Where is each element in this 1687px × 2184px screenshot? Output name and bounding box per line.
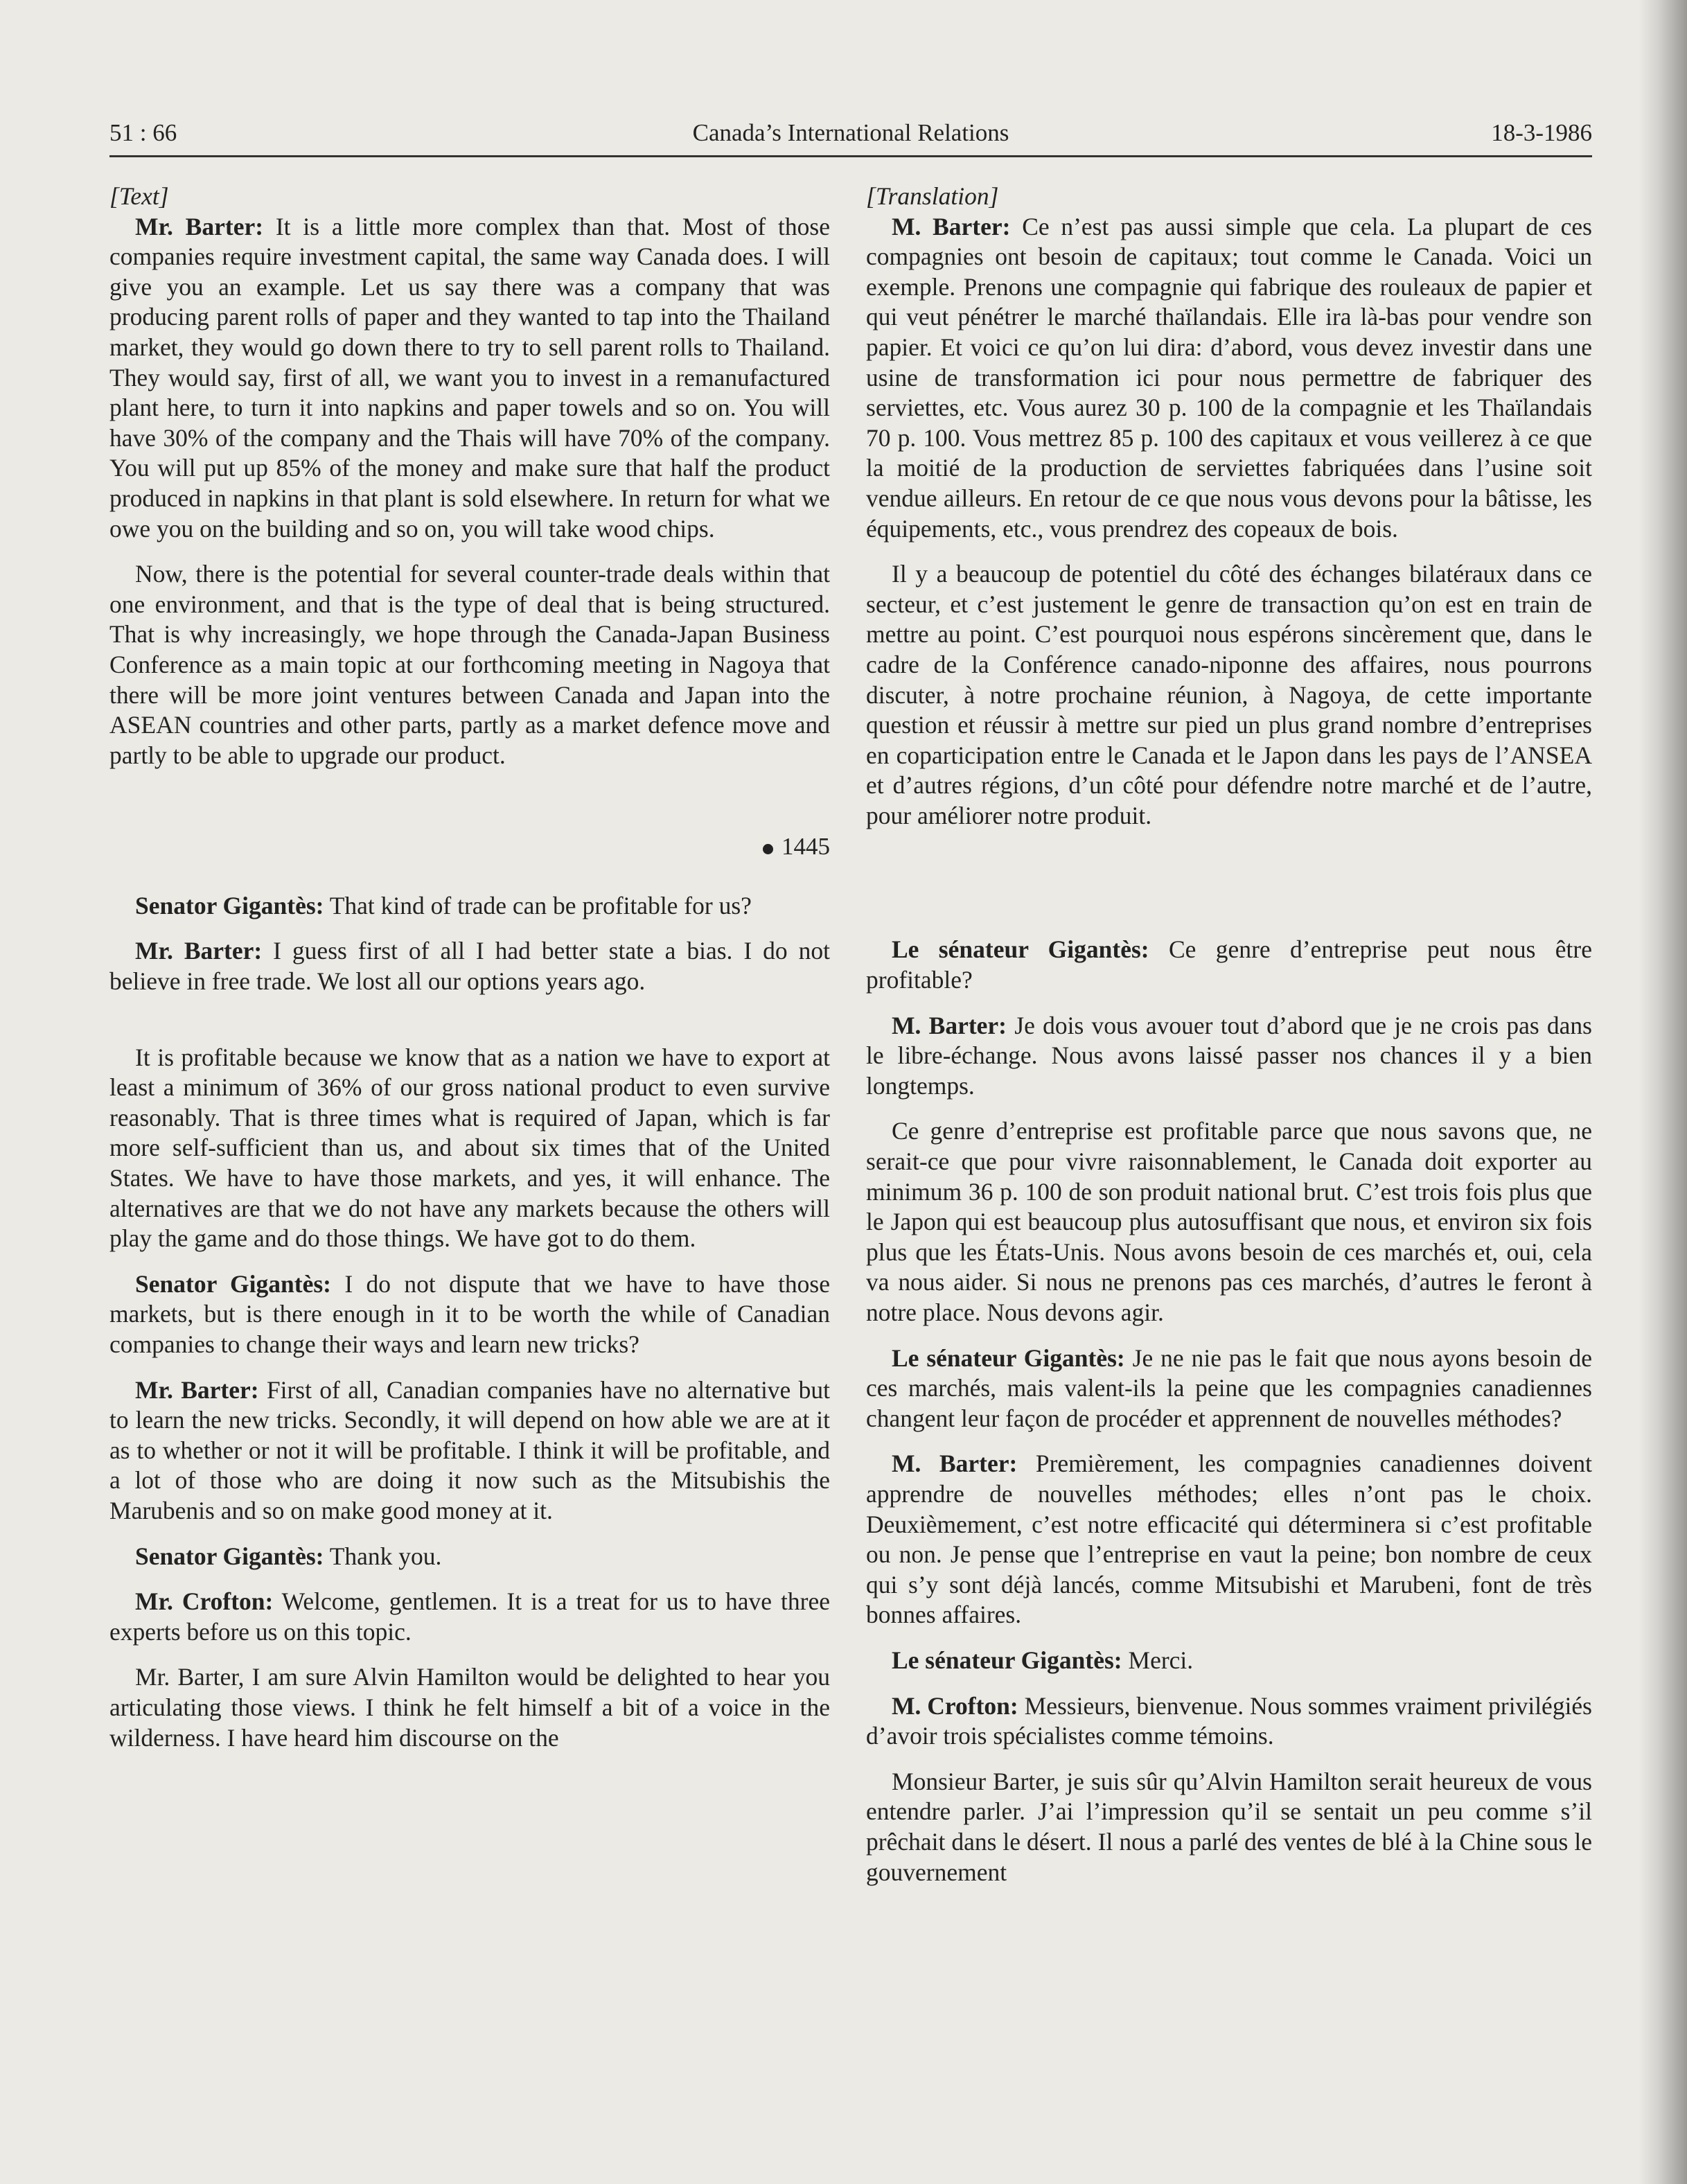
paragraph-text: Premièrement, les compagnies canadiennes doivent apprendre de nouvelles méthodes; elles n’ont pas le choix. Deuxièmement, c’est notre efficacité qui déterminera si c’est profitable ou non. Je pense que l’entreprise en vaut la peine; bon nombre de ceux qui s’y sont déjà lancés, comme Mitsubishi et Marubeni, font de très bonnes affaires. (866, 1450, 1592, 1629)
paragraph-text: Ce genre d’entreprise peut nous être profitable? (866, 935, 1592, 994)
paragraph (109, 1375, 830, 1526)
speaker-name: Le sénateur Gigantès: (892, 1344, 1125, 1372)
header-rule (109, 155, 1592, 157)
paragraph: Mr. Barter, I am sure Alvin Hamilton would be delighted to hear you articulating those views. I think he felt himself a bit of a voice in the wilderness. I have heard him discourse on the (109, 1663, 830, 1752)
speaker-name: M. Crofton: (892, 1691, 1018, 1720)
text-tag: [Text] (109, 182, 169, 210)
paragraph: It is profitable because we know that as a nation we have to export at least a minimum of 36% of our gross national product to even survive reasonably. That is three times what is required of Japan, which is far more self-sufficient than us, and about six times that of the United States. We have to have those markets, and yes, it will enhance. The alternatives are that we do not have any markets because the others will play the game and do those things. We have got to do them. (109, 1043, 830, 1253)
translation-tag-label: Translation (875, 182, 989, 210)
paragraph-text: Ce n’est pas aussi simple que cela. La plupart de ces compagnies ont besoin de capitaux; tout comme le Canada. Voici un exemple. Prenons une compagnie qui fabrique des rouleaux de papier et qui veut pénétrer le marché thaïlandais. Elle ira là-bas pour vendre son papier. Et voici ce qu’on lui dira: d’abord, vous devez investir dans une usine de transformation ici pour nous permettre de fabriquer des serviettes, etc. Vous aurez 30 p. 100 de la compagnie et les Thaïlandais 70 p. 100. Vous mettrez 85 p. 100 des capitaux et vous veillerez à ce que la moitié de la production de serviettes fabriquées dans l’usine soit vendue ailleurs. En retour de ce que nous vous devons pour la bâtisse, les équipements, etc., vous prendrez des copeaux de bois. (866, 212, 1592, 543)
speaker-name: Mr. Crofton: (135, 1587, 274, 1616)
paragraph (109, 1587, 830, 1647)
paragraph (109, 891, 830, 922)
paragraph-text: I guess first of all I had better state a bias. I do not believe in free trade. We lost all our options years ago. (109, 937, 830, 996)
speaker-name: Senator Gigantès: (135, 891, 324, 919)
paragraph-text: Merci. (1128, 1646, 1194, 1674)
speaker-name: Mr. Barter: (135, 937, 263, 965)
paragraph-text: Je dois vous avouer tout d’abord que je ne crois pas dans le libre-échange. Nous avons laissé passer nos chances il y a bien longtemps. (866, 1011, 1592, 1100)
speaker-name: Mr. Barter: (135, 1375, 259, 1404)
page-title: Canada’s International Relations (692, 119, 1009, 146)
paragraph-text: First of all, Canadian companies have no alternative but to learn the new tricks. Secondly, it will depend on how able we are at it as to whether or not it will be profitable. I think it will be profitable, and a lot of those who are doing it now such as the Mitsubishis the Marubenis and so on make good money at it. (109, 1375, 830, 1524)
paragraph-text: I do not dispute that we have to have those markets, but is there enough in it to be worth the while of Canadian companies to change their ways and learn new tricks? (109, 1269, 830, 1358)
paragraph: Monsieur Barter, je suis sûr qu’Alvin Hamilton serait heureux de vous entendre parler. J’ai l’impression qu’il se sentait un peu comme s’il prêchait dans le désert. Il nous a parlé des ventes de blé à la Chine sous le gouvernement (866, 1767, 1592, 1886)
paragraph: Now, there is the potential for several counter-trade deals within that one environment, and that is the type of deal that is being structured. That is why increasingly, we hope through the Canada-Japan Business Conference as a main topic at our forthcoming meeting in Nagoya that there will be more joint ventures between Canada and Japan into the ASEAN countries and other parts, partly as a market defence move and partly to be able to upgrade our product. (109, 560, 830, 769)
page-header (109, 119, 1592, 161)
french-column (866, 182, 1592, 1903)
time-marker (109, 831, 830, 862)
paragraph (866, 1691, 1592, 1752)
paragraph (109, 212, 830, 545)
speaker-name: M. Barter: (892, 1011, 1007, 1039)
english-column (109, 182, 830, 1768)
time-marker-label: 1445 (781, 833, 830, 861)
paragraph-text: That kind of trade can be profitable for us? (329, 891, 752, 919)
speaker-name: M. Barter: (892, 212, 1011, 240)
page-number: 51 : 66 (109, 119, 177, 146)
translation-tag: [Translation] (866, 182, 999, 210)
speaker-name: Senator Gigantès: (135, 1269, 331, 1298)
paragraph (866, 212, 1592, 545)
paragraph-text: Messieurs, bienvenue. Nous sommes vraiment privilégiés d’avoir trois spécialistes comme témoins. (866, 1691, 1593, 1750)
paragraph (866, 1449, 1592, 1630)
paragraph (109, 1269, 830, 1360)
paragraph (866, 1344, 1592, 1434)
paragraph: Il y a beaucoup de potentiel du côté des échanges bilatéraux dans ce secteur, et c’est justement le genre de transaction qu’on est en train de mettre au point. C’est pourquoi nous espérons sincèrement que, dans le cadre de la Conférence canado-niponne des affaires, nous pourrons discuter, à notre prochaine réunion, à Nagoya, de cette importante question et réussir à mettre sur pied un plus grand nombre d’entreprises en coparticipation entre le Canada et le Japon dans les pays de l’ANSEA et d’autres régions, d’un côté pour défendre notre marché et de l’autre, pour améliorer notre produit. (866, 560, 1592, 829)
paragraph (866, 1011, 1592, 1102)
page-date: 18-3-1986 (1491, 119, 1592, 146)
paragraph-text: Je ne nie pas le fait que nous ayons besoin de ces marchés, mais valent-ils la peine que les compagnies canadiennes changent leur façon de procéder et apprennent de nouvelles méthodes? (866, 1344, 1593, 1432)
paragraph: Ce genre d’entreprise est profitable parce que nous savons que, ne serait-ce que pour vivre raisonnablement, le Canada doit exporter au minimum 36 p. 100 de son produit national brut. C’est trois fois plus que le Japon qui est beaucoup plus autosuffisant que nous, et environ six fois plus que les États-Unis. Nous avons besoin de ces marchés et, oui, cela va nous aider. Si nous ne prenons pas ces marchés, d’autres le feront à notre place. Nous devons agir. (866, 1117, 1592, 1326)
speaker-name: Mr. Barter: (135, 212, 264, 240)
paragraph-text: Welcome, gentlemen. It is a treat for us to have three experts before us on this topic. (109, 1587, 830, 1646)
speaker-name: Le sénateur Gigantès: (892, 935, 1149, 964)
spine-shadow (1639, 0, 1687, 2184)
speaker-name: Le sénateur Gigantès: (892, 1646, 1122, 1674)
paragraph-text: It is a little more complex than that. Most of those companies require investment capital, the same way Canada does. I will give you an example. Let us say there was a company that was producing parent rolls of paper and they wanted to tap into the Thailand market, they would go down there to try to sell parent rolls to Thailand. They would say, first of all, we want you to invest in a remanufactured plant here, to turn it into napkins and paper towels and so on. You will have 30% of the company and the Thais will have 70% of the company. You will put up 85% of the money and make sure that half the product produced in napkins in that plant is sold elsewhere. In return for what we owe you on the building and so on, you will take wood chips. (109, 212, 830, 543)
text-tag-label: Text (118, 182, 159, 210)
speaker-name: M. Barter: (892, 1450, 1018, 1478)
speaker-name: Senator Gigantès: (135, 1542, 324, 1570)
paragraph-text: Thank you. (329, 1542, 442, 1570)
paragraph (109, 936, 830, 996)
paragraph (866, 1646, 1592, 1676)
bullet-icon (763, 844, 773, 854)
paragraph (109, 1542, 830, 1572)
paragraph (866, 935, 1592, 995)
